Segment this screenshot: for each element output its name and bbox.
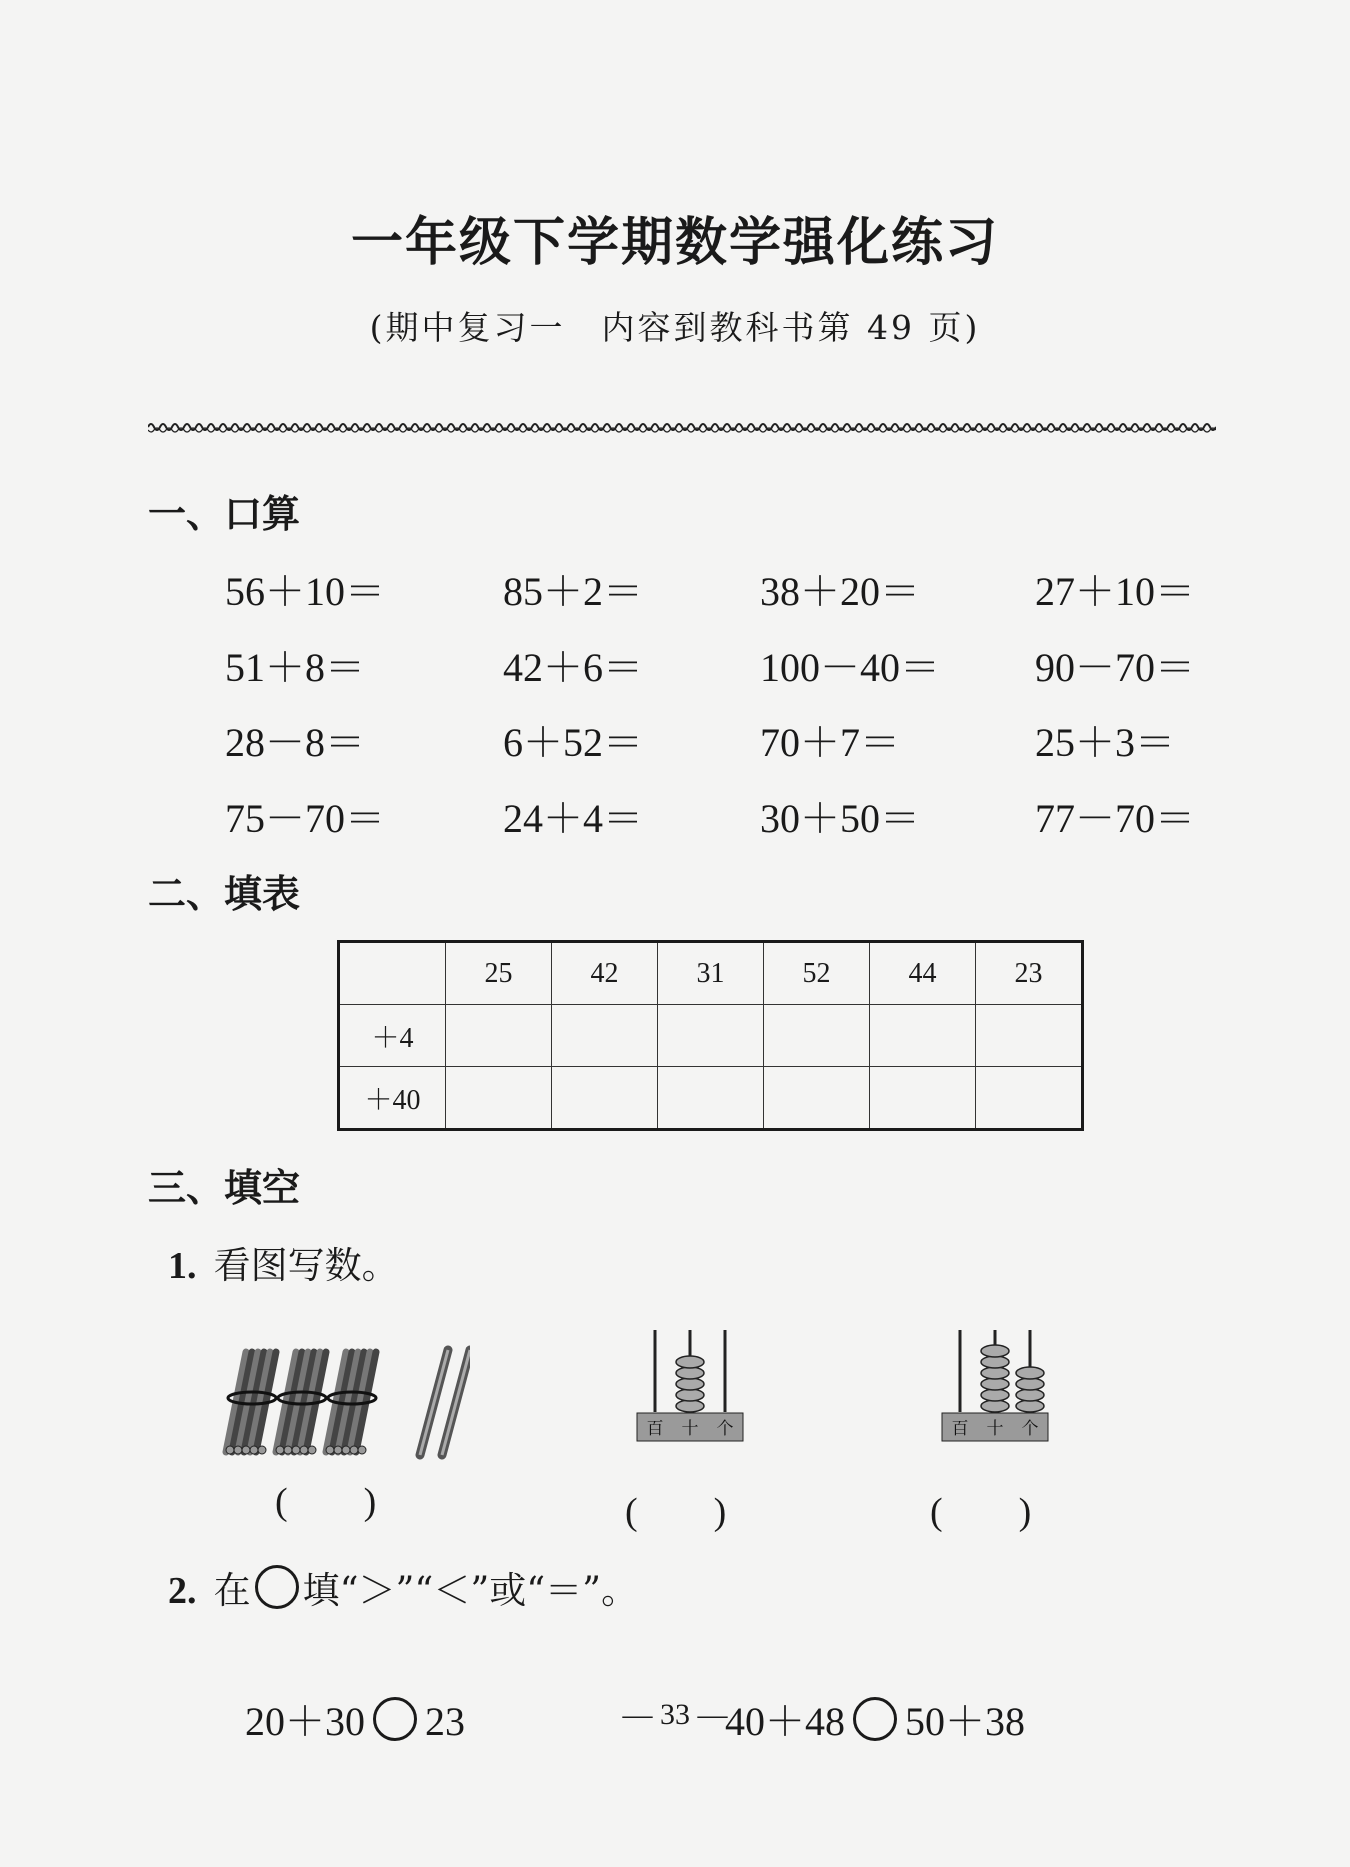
abacus-bead	[981, 1345, 1009, 1357]
oral-expression: 90－70＝	[1035, 645, 1195, 690]
row-label-cell	[339, 942, 446, 1005]
question-1	[168, 1235, 399, 1289]
answer-cell[interactable]	[870, 1005, 976, 1067]
page-subtitle: (期中复习一 内容到教科书第 49 页)	[369, 308, 981, 347]
stick-bundle	[226, 1352, 276, 1454]
answer-cell[interactable]	[976, 1067, 1083, 1130]
answer-cell[interactable]	[658, 1067, 764, 1130]
table-row	[339, 1005, 1083, 1067]
oral-expression: 27＋10＝	[1035, 569, 1195, 614]
oral-expression: 30＋50＝	[760, 796, 920, 841]
abacus-place-label: 百	[646, 1419, 664, 1439]
answer-blank: ( )	[275, 1481, 377, 1523]
abacus-place-label: 个	[1021, 1419, 1039, 1439]
wavy-divider	[148, 418, 1216, 436]
section-heading-table: 二、填表	[148, 872, 301, 916]
oral-expression: 51＋8＝	[225, 645, 365, 690]
question-number: 2.	[168, 1570, 197, 1612]
comparison-left: 20＋30	[245, 1699, 365, 1744]
abacus-image	[635, 1320, 745, 1445]
answer-blank: ( )	[930, 1491, 1032, 1533]
question-2	[168, 1560, 638, 1614]
abacus-bead	[676, 1378, 704, 1390]
stick-bundle	[326, 1352, 376, 1454]
abacus-image	[940, 1320, 1050, 1445]
header-cell: 23	[976, 942, 1083, 1005]
abacus-bead	[1016, 1367, 1044, 1379]
table-row	[339, 1067, 1083, 1130]
row-label-cell: ＋40	[339, 1067, 446, 1130]
table-header-row	[339, 942, 1083, 1005]
header-cell: 31	[658, 942, 764, 1005]
answer-cell[interactable]	[446, 1005, 552, 1067]
header-cell: 42	[552, 942, 658, 1005]
abacus-bead	[981, 1356, 1009, 1368]
header-cell: 52	[764, 942, 870, 1005]
oral-expression: 75－70＝	[225, 796, 385, 841]
abacus-bead	[1016, 1400, 1044, 1412]
abacus-bead	[1016, 1378, 1044, 1390]
page-number: — 33 —	[622, 1698, 728, 1731]
question-text: 看图写数。	[213, 1244, 399, 1287]
abacus-bead	[981, 1378, 1009, 1390]
question-text-after: 填“＞”“＜”或“＝”。	[302, 1569, 639, 1612]
answer-blank: ( )	[625, 1491, 727, 1533]
abacus-place-label: 十	[986, 1419, 1004, 1439]
comparison-left: 40＋48	[725, 1699, 845, 1744]
oral-expression: 24＋4＝	[503, 796, 643, 841]
abacus-bead	[981, 1389, 1009, 1401]
oral-expression: 70＋7＝	[760, 720, 900, 765]
oral-expression: 38＋20＝	[760, 569, 920, 614]
question-text-before: 在	[213, 1569, 251, 1612]
row-label-cell: ＋4	[339, 1005, 446, 1067]
abacus-bead	[1016, 1389, 1044, 1401]
answer-cell[interactable]	[552, 1005, 658, 1067]
oral-expression: 56＋10＝	[225, 569, 385, 614]
header-cell: 44	[870, 942, 976, 1005]
header-cell: 25	[446, 942, 552, 1005]
abacus-bead	[676, 1389, 704, 1401]
abacus-place-label: 个	[716, 1419, 734, 1439]
oral-expression: 25＋3＝	[1035, 720, 1175, 765]
oral-expression: 42＋6＝	[503, 645, 643, 690]
abacus-bead	[676, 1356, 704, 1368]
fill-table	[337, 940, 1084, 1131]
page-title: 一年级下学期数学强化练习	[350, 213, 999, 273]
section-heading-fill: 三、填空	[148, 1166, 301, 1210]
abacus-place-label: 十	[681, 1419, 699, 1439]
comparison-right: 50＋38	[905, 1699, 1025, 1744]
abacus-bead	[676, 1400, 704, 1412]
abacus-bead	[981, 1400, 1009, 1412]
stick-bundle	[276, 1352, 326, 1454]
answer-cell[interactable]	[552, 1067, 658, 1130]
abacus-place-label: 百	[951, 1419, 969, 1439]
question-number: 1.	[168, 1245, 197, 1287]
abacus-bead	[981, 1367, 1009, 1379]
answer-cell[interactable]	[446, 1067, 552, 1130]
circle-icon	[255, 1565, 299, 1609]
answer-cell[interactable]	[658, 1005, 764, 1067]
oral-expression: 28－8＝	[225, 720, 365, 765]
comparison-right: 23	[425, 1699, 465, 1744]
abacus-bead	[676, 1367, 704, 1379]
counting-sticks-image	[220, 1340, 470, 1460]
oral-expression: 85＋2＝	[503, 569, 643, 614]
answer-cell[interactable]	[764, 1005, 870, 1067]
oral-expression: 100－40＝	[760, 645, 940, 690]
oral-expression: 77－70＝	[1035, 796, 1195, 841]
answer-cell[interactable]	[764, 1067, 870, 1130]
answer-cell[interactable]	[870, 1067, 976, 1130]
section-heading-oral: 一、口算	[148, 492, 301, 536]
oral-expression: 6＋52＝	[503, 720, 643, 765]
answer-cell[interactable]	[976, 1005, 1083, 1067]
